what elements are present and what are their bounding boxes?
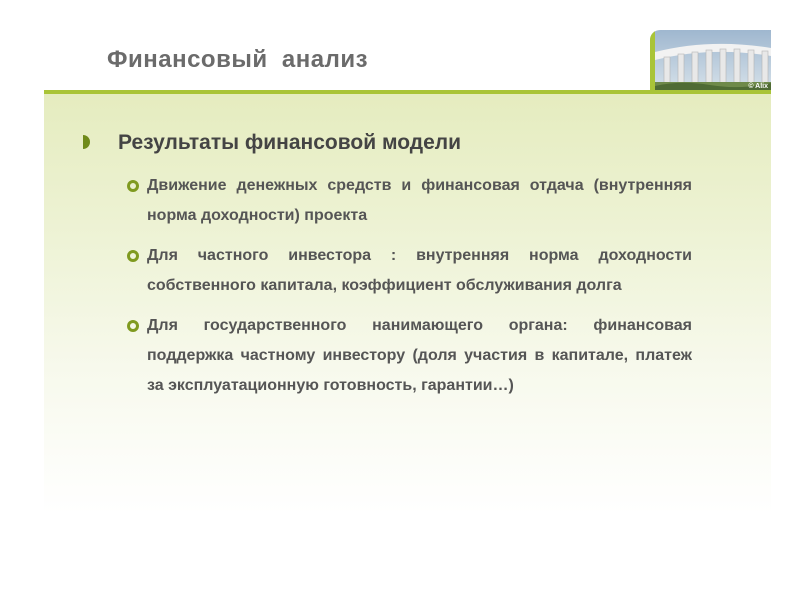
section-heading-text: Результаты финансовой модели [118, 131, 462, 154]
half-circle-bullet-icon [83, 135, 91, 149]
list-item [127, 171, 692, 231]
header-photo [650, 30, 771, 92]
list-item-text: Для частного инвестора : внутренняя норма доходности собственного капитала, коэффициент обслуживания долга [147, 247, 692, 294]
ring-bullet-icon [127, 320, 139, 332]
slide-title: Финансовый анализ [107, 46, 369, 73]
bullet-list [127, 171, 692, 411]
photo-credit: © Alix [748, 83, 768, 90]
ring-bullet-icon [127, 250, 139, 262]
list-item [127, 311, 692, 401]
header-divider [44, 90, 771, 94]
ring-bullet-icon [127, 180, 139, 192]
section-heading [88, 131, 461, 155]
list-item-text: Движение денежных средств и финансовая отдача (внутренняя норма доходности) проекта [147, 177, 692, 224]
list-item [127, 241, 692, 301]
list-item-text: Для государственного нанимающего органа: финансовая поддержка частному инвестору (доля участия в капитале, платеж за эксплуатационную готовность, гарантии…) [147, 317, 692, 394]
